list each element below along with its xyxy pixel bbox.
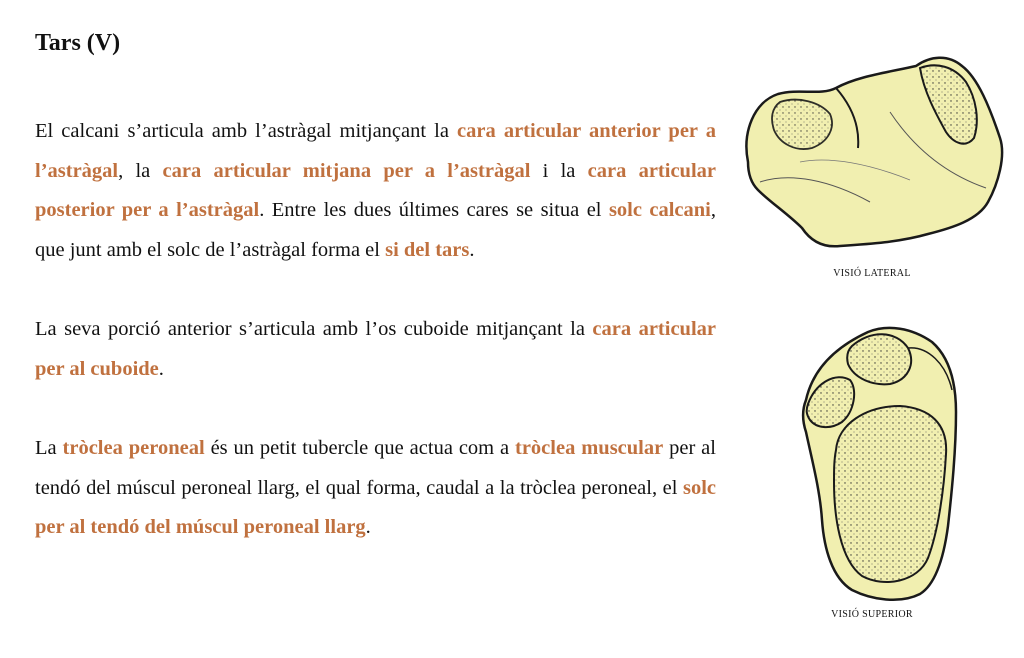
highlighted-term: cara articular posterior per a l’astràgal (35, 159, 716, 221)
highlighted-term: cara articular mitjana per a l’astràgal (162, 159, 531, 182)
calcaneus-superior-figure (796, 320, 966, 602)
paragraph-peroneal-trochlea (35, 429, 716, 548)
lateral-view-caption: VISIÓ LATERAL (833, 268, 911, 279)
highlighted-term: cara articular per al cuboide (35, 318, 716, 380)
calcaneus-superior-drawing (796, 320, 966, 602)
highlighted-term: tròclea muscular (515, 437, 664, 459)
text-segment: , que junt amb el solc de l’astràgal forma el (35, 199, 716, 261)
text-segment: . (158, 357, 164, 380)
page-title: Tars (V) (35, 30, 121, 56)
text-segment: . Entre les dues últimes cares se situa el (259, 199, 609, 221)
text-segment: La seva porció anterior s’articula amb l’os cuboide mitjançant la (35, 318, 593, 340)
body-text (35, 112, 716, 588)
text-segment: La (35, 437, 63, 459)
highlighted-term: solc calcani (608, 199, 711, 221)
text-segment: , la (118, 159, 163, 182)
text-segment: El calcani s’articula amb l’astràgal mitjançant la (35, 120, 458, 142)
paragraph-articulations (35, 112, 716, 270)
highlighted-term: tròclea peroneal (62, 437, 205, 459)
text-segment: i la (530, 159, 588, 182)
text-segment: és un petit tubercle que actua com a (204, 437, 515, 459)
calcaneus-lateral-figure (740, 52, 1008, 264)
text-segment: . (365, 516, 371, 538)
highlighted-term: cara articular anterior per a l’astràgal (35, 120, 716, 182)
text-segment: . (469, 238, 475, 261)
text-segment: per al tendó del múscul peroneal llarg, el qual forma, caudal a la tròclea peroneal, el (35, 437, 716, 499)
highlighted-term: solc per al tendó del múscul peroneal llarg (35, 476, 716, 538)
paragraph-cuboid (35, 310, 716, 389)
highlighted-term: si del tars (385, 238, 470, 261)
superior-view-caption: VISIÓ SUPERIOR (831, 609, 913, 620)
calcaneus-lateral-drawing (740, 52, 1008, 264)
